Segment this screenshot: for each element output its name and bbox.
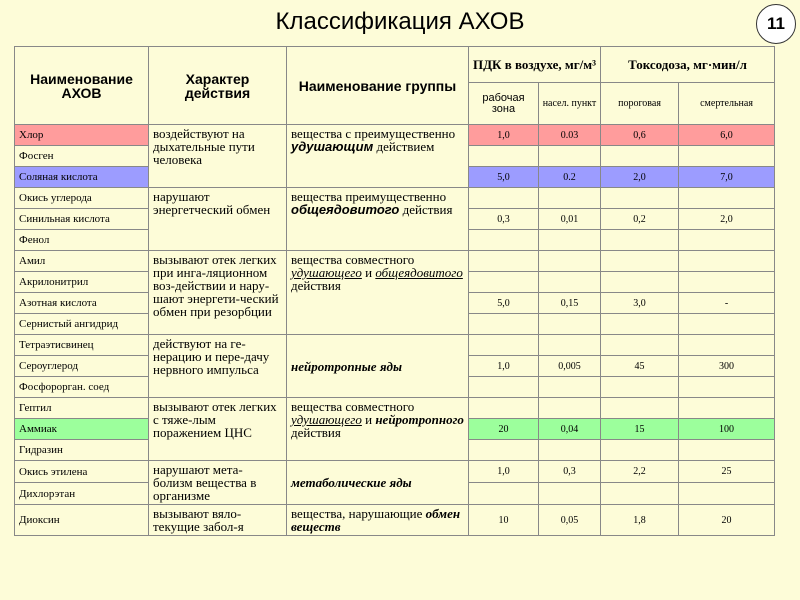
- value-threshold: [601, 440, 679, 461]
- table-row: [15, 335, 775, 356]
- header-group: Наименование группы: [287, 47, 469, 125]
- group-name: метаболические яды: [287, 461, 469, 505]
- value-settlement: 0.2: [539, 167, 601, 188]
- table-row: [15, 398, 775, 419]
- value-settlement: 0,005: [539, 356, 601, 377]
- table-row: [15, 188, 775, 209]
- header-threshold: пороговая: [601, 83, 679, 125]
- value-settlement: [539, 440, 601, 461]
- value-threshold: [601, 377, 679, 398]
- value-threshold: [601, 314, 679, 335]
- value-lethal: [679, 398, 775, 419]
- value-settlement: [539, 251, 601, 272]
- table-row: [15, 125, 775, 146]
- substance-name: Фосген: [15, 146, 149, 167]
- value-lethal: 300: [679, 356, 775, 377]
- substance-name: Акрилонитрил: [15, 272, 149, 293]
- value-threshold: 45: [601, 356, 679, 377]
- table-body: [15, 125, 775, 536]
- header-toxodose: Токсодоза, мг·мин/л: [601, 47, 775, 83]
- substance-name: Азотная кислота: [15, 293, 149, 314]
- value-lethal: [679, 251, 775, 272]
- action-description: действуют на ге-нерацию и пере-дачу нервного импульса: [149, 335, 287, 398]
- value-settlement: [539, 335, 601, 356]
- action-description: нарушают энергетческий обмен: [149, 188, 287, 251]
- value-threshold: 0,2: [601, 209, 679, 230]
- value-lethal: 6,0: [679, 125, 775, 146]
- table-row: [15, 251, 775, 272]
- value-threshold: 15: [601, 419, 679, 440]
- action-description: вызывают отек легких с тяже-лым поражением ЦНС: [149, 398, 287, 461]
- group-name: вещества совместного удушающего и нейротропного действия: [287, 398, 469, 461]
- value-work-zone: [469, 188, 539, 209]
- substance-name: Диоксин: [15, 505, 149, 536]
- value-settlement: [539, 188, 601, 209]
- value-lethal: [679, 335, 775, 356]
- page-number-badge: 11: [756, 4, 796, 44]
- value-lethal: [679, 440, 775, 461]
- value-work-zone: 1,0: [469, 461, 539, 483]
- substance-name: Амил: [15, 251, 149, 272]
- value-work-zone: [469, 314, 539, 335]
- value-work-zone: 0,3: [469, 209, 539, 230]
- page-title: Классификация АХОВ: [275, 8, 525, 35]
- group-name: нейротропные яды: [287, 335, 469, 398]
- action-description: нарушают мета-болизм вещества в организме: [149, 461, 287, 505]
- value-lethal: 100: [679, 419, 775, 440]
- header-settlement: насел. пункт: [539, 83, 601, 125]
- value-threshold: [601, 272, 679, 293]
- substance-name: Фосфорорган. соед: [15, 377, 149, 398]
- value-work-zone: [469, 440, 539, 461]
- value-lethal: [679, 188, 775, 209]
- value-settlement: [539, 314, 601, 335]
- substance-name: Окись углерода: [15, 188, 149, 209]
- substance-name: Сероуглерод: [15, 356, 149, 377]
- value-lethal: 7,0: [679, 167, 775, 188]
- action-description: вызывают отек легких при инга-ляционном воз-действии и нару-шают энергети-ческий обмен при резорбции: [149, 251, 287, 335]
- value-work-zone: [469, 483, 539, 505]
- substance-name: Аммиак: [15, 419, 149, 440]
- value-threshold: 2,0: [601, 167, 679, 188]
- value-settlement: 0,04: [539, 419, 601, 440]
- value-lethal: -: [679, 293, 775, 314]
- value-settlement: 0.03: [539, 125, 601, 146]
- value-work-zone: [469, 335, 539, 356]
- action-description: вызывают вяло-текущие забол-я: [149, 505, 287, 536]
- value-work-zone: [469, 272, 539, 293]
- value-settlement: 0,01: [539, 209, 601, 230]
- group-name: вещества с преимущественно удушающим действием: [287, 125, 469, 188]
- value-threshold: [601, 398, 679, 419]
- substance-name: Хлор: [15, 125, 149, 146]
- value-lethal: [679, 314, 775, 335]
- substance-name: Фенол: [15, 230, 149, 251]
- value-work-zone: [469, 377, 539, 398]
- table-row: [15, 461, 775, 483]
- value-lethal: [679, 230, 775, 251]
- value-work-zone: 1,0: [469, 125, 539, 146]
- group-name: вещества совместного удушающего и общеядовитого действия: [287, 251, 469, 335]
- substance-name: Гептил: [15, 398, 149, 419]
- group-name: вещества преимущественно общеядовитого действия: [287, 188, 469, 251]
- value-work-zone: 10: [469, 505, 539, 536]
- header-pdk: ПДК в воздухе, мг/м³: [469, 47, 601, 83]
- header-work-zone: рабочая зона: [469, 83, 539, 125]
- substance-name: Синильная кислота: [15, 209, 149, 230]
- value-lethal: [679, 377, 775, 398]
- value-lethal: [679, 146, 775, 167]
- value-lethal: 25: [679, 461, 775, 483]
- substance-name: Дихлорэтан: [15, 483, 149, 505]
- header-lethal: смертельная: [679, 83, 775, 125]
- value-settlement: [539, 377, 601, 398]
- value-work-zone: [469, 146, 539, 167]
- action-description: воздействуют на дыхательные пути человека: [149, 125, 287, 188]
- value-threshold: 2,2: [601, 461, 679, 483]
- value-settlement: [539, 272, 601, 293]
- value-work-zone: 5,0: [469, 167, 539, 188]
- value-work-zone: 1,0: [469, 356, 539, 377]
- header-action: Характер действия: [149, 47, 287, 125]
- group-name: вещества, нарушающие обмен веществ: [287, 505, 469, 536]
- value-settlement: [539, 483, 601, 505]
- value-settlement: 0,15: [539, 293, 601, 314]
- substance-name: Окись этилена: [15, 461, 149, 483]
- value-threshold: 1,8: [601, 505, 679, 536]
- value-settlement: [539, 146, 601, 167]
- substance-name: Тетраэтисвинец: [15, 335, 149, 356]
- value-threshold: [601, 335, 679, 356]
- value-threshold: [601, 146, 679, 167]
- value-lethal: [679, 483, 775, 505]
- value-threshold: 0,6: [601, 125, 679, 146]
- header-name: Наименование АХОВ: [15, 47, 149, 125]
- value-settlement: 0,3: [539, 461, 601, 483]
- substance-name: Соляная кислота: [15, 167, 149, 188]
- value-settlement: 0,05: [539, 505, 601, 536]
- value-work-zone: [469, 251, 539, 272]
- value-work-zone: [469, 230, 539, 251]
- substance-name: Сернистый ангидрид: [15, 314, 149, 335]
- value-threshold: [601, 230, 679, 251]
- value-work-zone: 20: [469, 419, 539, 440]
- value-settlement: [539, 230, 601, 251]
- value-work-zone: [469, 398, 539, 419]
- value-lethal: 20: [679, 505, 775, 536]
- value-threshold: [601, 251, 679, 272]
- table-row: [15, 505, 775, 536]
- ahov-classification-table: [14, 46, 775, 536]
- value-lethal: [679, 272, 775, 293]
- value-threshold: [601, 483, 679, 505]
- value-work-zone: 5,0: [469, 293, 539, 314]
- value-threshold: [601, 188, 679, 209]
- value-settlement: [539, 398, 601, 419]
- substance-name: Гидразин: [15, 440, 149, 461]
- value-lethal: 2,0: [679, 209, 775, 230]
- value-threshold: 3,0: [601, 293, 679, 314]
